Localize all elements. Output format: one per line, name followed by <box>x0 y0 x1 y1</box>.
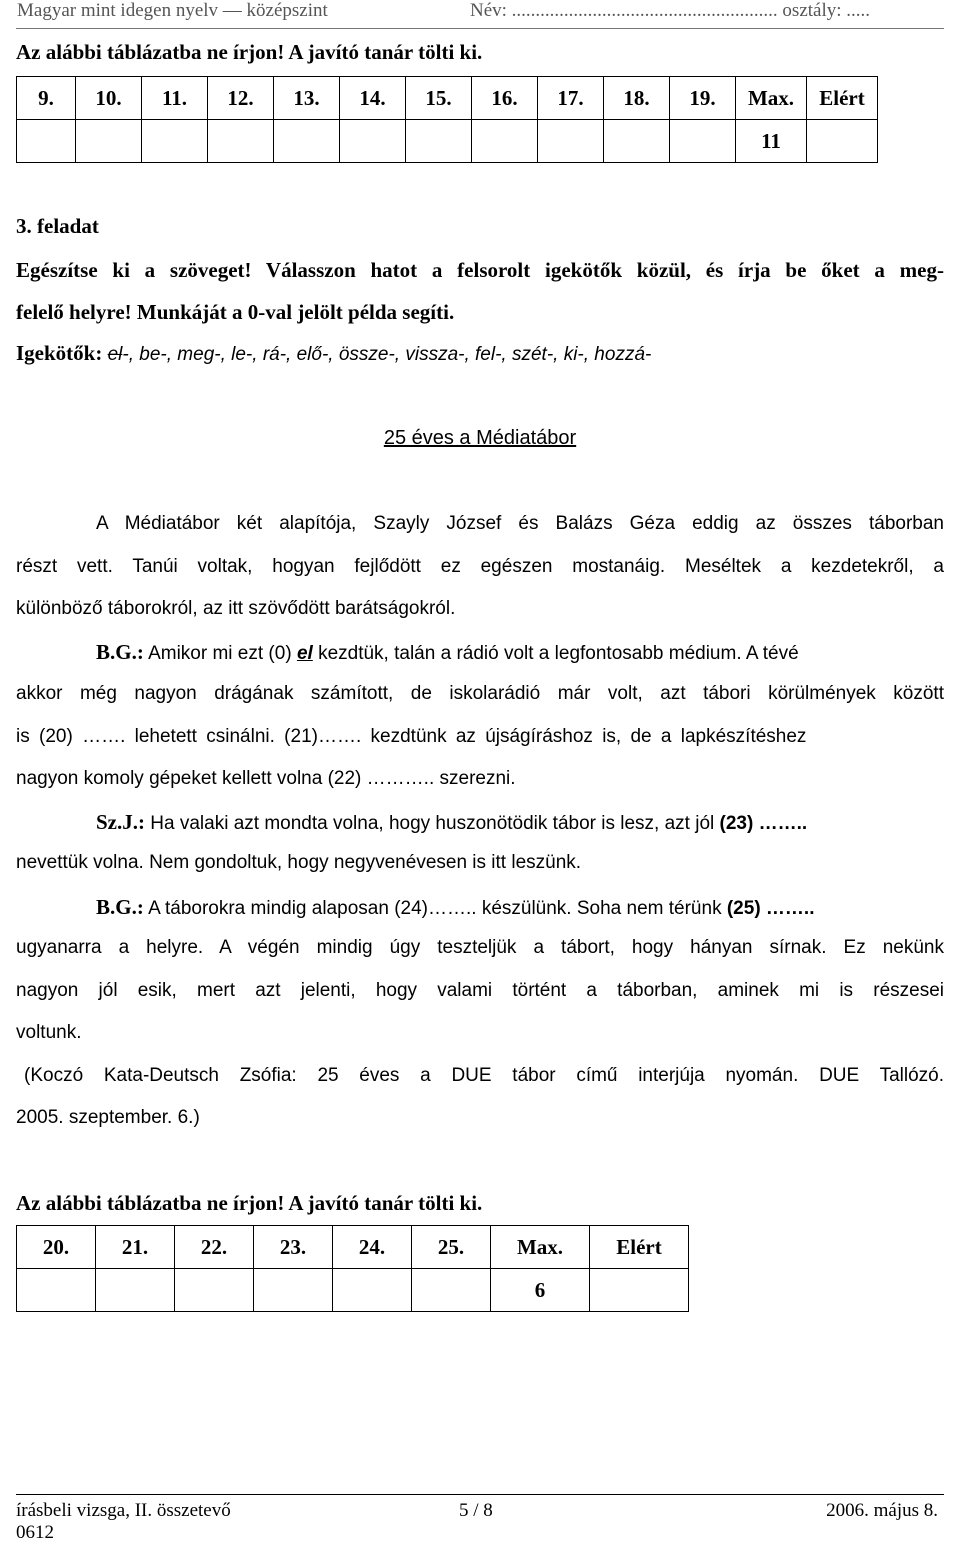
gap-25[interactable]: (25) …….. <box>726 898 815 919</box>
score-table-bottom <box>16 1225 689 1312</box>
article-sj-line1: Sz.J.: Ha valaki azt mondta volna, hogy huszonötödik tábor is lesz, azt jól (23) …….. <box>96 810 808 834</box>
score-cell: 9. <box>17 77 76 120</box>
article-bg1-line2: akkor még nagyon drágának számított, de iskolarádió már volt, azt tábori körülmények között <box>16 683 944 704</box>
prefix-example: el <box>107 344 123 365</box>
speaker-sj: Sz.J.: <box>96 810 145 834</box>
score-cell: 22. <box>175 1226 254 1269</box>
gap-21[interactable]: ……. kezdtünk az újságíráshoz is, de a lapkészítéshez <box>317 726 807 747</box>
gap-answer-0: el <box>296 643 313 664</box>
score-max-value: 11 <box>736 120 807 163</box>
score-cell: 11. <box>142 77 208 120</box>
header-name-class: Név: ........................................................ osztály: ..... <box>470 0 871 21</box>
gap-20[interactable]: ……. lehetett csinálni. <box>82 726 285 747</box>
score-cell: 14. <box>340 77 406 120</box>
article-bg1-line4: nagyon komoly gépeket kellett volna (22) ……….. szerezni. <box>16 768 516 789</box>
score-earned-input[interactable] <box>590 1269 689 1312</box>
gap-23[interactable]: (23) …….. <box>719 813 808 834</box>
score-cell: 15. <box>406 77 472 120</box>
score-earned-input[interactable] <box>807 120 878 163</box>
article-bg2-line1: B.G.: A táborokra mindig alaposan (24)…….. készülünk. Soha nem térünk (25) …….. <box>96 895 815 919</box>
article-title: 25 éves a Médiatábor <box>383 427 577 449</box>
task-instruction-line2: felelő helyre! Munkáját a 0-val jelölt példa segíti. <box>16 300 455 324</box>
prefix-label: Igekötők: <box>16 341 103 365</box>
article-p1-line2: részt vett. Tanúi voltak, hogyan fejlődött ez egészen mostanáig. Meséltek a kezdetekről, a <box>16 556 944 577</box>
header-title: Magyar mint idegen nyelv — középszint <box>17 0 328 21</box>
article-bg1-line3: is (20) ……. lehetett csinálni. (21)……. kezdtünk az újságíráshoz is, de a lapkészítéshez <box>16 726 807 747</box>
score-cell: 20. <box>17 1226 96 1269</box>
article-source-line1: (Koczó Kata-Deutsch Zsófia: 25 éves a DUE tábor című interjúja nyomán. DUE Tallózó. <box>24 1065 944 1086</box>
speaker-bg: B.G.: <box>96 640 144 664</box>
article-bg2-line4: voltunk. <box>16 1022 82 1043</box>
gap-number-20: (20) <box>39 726 73 747</box>
score-cell: 12. <box>208 77 274 120</box>
gap-number-22: (22) <box>327 768 362 789</box>
score-cell: 19. <box>670 77 736 120</box>
task-title: 3. feladat <box>16 214 99 238</box>
score-cell: 25. <box>412 1226 491 1269</box>
prefix-list <box>16 341 651 366</box>
article-p1-line3: különböző táborokról, az itt szövődött barátságokról. <box>16 598 456 619</box>
score-max-value: 6 <box>491 1269 590 1312</box>
score-cell: 16. <box>472 77 538 120</box>
footer-page-number: 5 / 8 <box>459 1500 493 1521</box>
speaker-bg: B.G.: <box>96 895 144 919</box>
score-cell-earned: Elért <box>590 1226 689 1269</box>
gap-number-24: (24) <box>394 898 428 919</box>
score-cell-earned: Elért <box>807 77 878 120</box>
score-cell: 21. <box>96 1226 175 1269</box>
footer-code: 0612 <box>16 1522 54 1543</box>
notice-top: Az alábbi táblázatba ne írjon! A javító tanár tölti ki. <box>16 40 483 64</box>
score-table-top <box>16 76 878 163</box>
header-divider <box>16 28 944 29</box>
footer-left: írásbeli vizsga, II. összetevő <box>16 1500 231 1521</box>
score-cell-max: Max. <box>491 1226 590 1269</box>
score-cell: 10. <box>76 77 142 120</box>
footer-date: 2006. május 8. <box>826 1500 938 1521</box>
score-cell: 24. <box>333 1226 412 1269</box>
article-bg2-line2: ugyanarra a helyre. A végén mindig úgy teszteljük a tábort, hogy hányan sírnak. Ez nekünk <box>16 937 944 958</box>
score-cell: 23. <box>254 1226 333 1269</box>
article-p1-line1: A Médiatábor két alapítója, Szayly József és Balázs Géza eddig az összes táborban <box>96 513 944 534</box>
gap-24[interactable]: …….. készülünk. Soha nem térünk <box>427 898 727 919</box>
article-sj-line2: nevettük volna. Nem gondoltuk, hogy negyvenévesen is itt leszünk. <box>16 852 582 873</box>
score-cell: 17. <box>538 77 604 120</box>
notice-bottom: Az alábbi táblázatba ne írjon! A javító tanár tölti ki. <box>16 1191 483 1215</box>
prefix-options: -, be-, meg-, le-, rá-, elő-, össze-, vissza-, fel-, szét-, ki-, hozzá- <box>122 344 652 365</box>
footer-divider <box>16 1494 944 1495</box>
article-bg1-line1: B.G.: Amikor mi ezt (0) el kezdtük, talán a rádió volt a legfontosabb médium. A tévé <box>96 640 799 664</box>
task-instruction-line1: Egészítse ki a szöveget! Válasszon hatot a felsorolt igekötők közül, és írja be őket a meg- <box>16 258 944 282</box>
score-cell-max: Max. <box>736 77 807 120</box>
gap-number-21: (21) <box>284 726 318 747</box>
article-source-line2: 2005. szeptember. 6.) <box>16 1107 200 1128</box>
gap-number-0: (0) <box>268 643 292 664</box>
score-cell: 13. <box>274 77 340 120</box>
score-cell: 18. <box>604 77 670 120</box>
gap-22[interactable]: ……….. szerezni. <box>361 768 516 789</box>
article-bg2-line3: nagyon jól esik, mert azt jelenti, hogy valami történt a táborban, aminek mi is részesei <box>16 980 944 1001</box>
